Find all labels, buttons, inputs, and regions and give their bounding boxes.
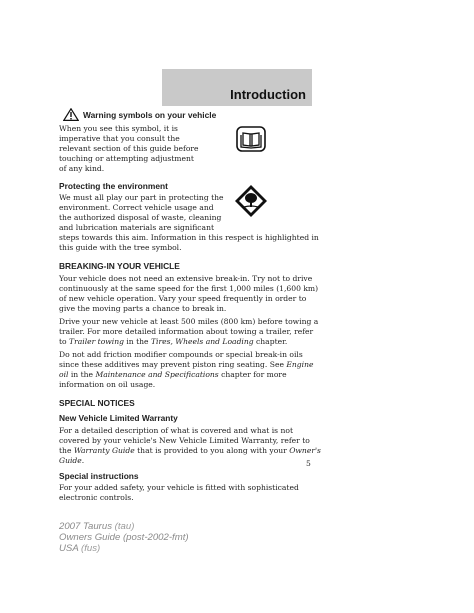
- maintenance-specifications-ref: Maintenance and Specifications: [95, 370, 219, 379]
- text: For a detailed description of what is covered and what is not covered by your vehicle's New Vehicle Limited Warranty, refer to the: [59, 426, 310, 455]
- warranty-body: [59, 426, 321, 466]
- environment-body: We must all play our part in protecting the environment. Correct vehicle usage and the authorized disposal of waste, cleaning and lubrication materials are significant: [59, 193, 224, 232]
- special-instructions-body: For your added safety, your vehicle is fitted with sophisticated electronic controls.: [59, 483, 299, 502]
- model-year: 2007 Taurus: [59, 521, 112, 532]
- warranty-heading: New Vehicle Limited Warranty: [59, 413, 178, 423]
- page-number: 5: [306, 459, 311, 468]
- content: [59, 108, 321, 503]
- text: in the: [123, 337, 151, 346]
- environment-body-continued: steps towards this aim. Information in this respect is highlighted in this guide with the tree symbol.: [59, 233, 319, 252]
- owners-guide-ref: Owner's Guide: [59, 446, 321, 465]
- tree-environment-icon: [234, 184, 268, 222]
- market: USA: [59, 543, 79, 554]
- trailer-towing-ref: Trailer towing: [69, 337, 124, 346]
- footer-line-1: [59, 521, 189, 532]
- text: Drive your new vehicle at least 500 miles (800 km) before towing a trailer. For more detailed information about towing a trailer, refer to: [59, 317, 319, 346]
- breaking-in-paragraph-2: [59, 317, 321, 347]
- breaking-in-paragraph-3: [59, 350, 321, 390]
- text: chapter.: [253, 337, 288, 346]
- footer-line-2: Owners Guide (post-2002-fmt): [59, 532, 189, 543]
- special-notices-heading: SPECIAL NOTICES: [59, 398, 135, 408]
- text: in the: [68, 370, 96, 379]
- environment-heading: Protecting the environment: [59, 181, 168, 191]
- page-title: Introduction: [230, 87, 306, 102]
- breaking-in-heading: BREAKING-IN YOUR VEHICLE: [59, 261, 180, 271]
- engine-oil-ref: Engine oil: [59, 360, 314, 379]
- text: that is provided to you along with your: [134, 446, 290, 455]
- tires-wheels-loading-ref: Tires, Wheels and Loading: [150, 337, 254, 346]
- footer-line-3: [59, 543, 189, 554]
- header-bar: [162, 69, 312, 106]
- warning-triangle-icon: [63, 108, 79, 121]
- breaking-in-paragraph-1: Your vehicle does not need an extensive break-in. Try not to drive continuously at the same speed for the first 1,000 miles (1,600 km) of new vehicle operation. Vary your speed frequently in order to give the moving parts a chance to break in.: [59, 274, 319, 313]
- warning-heading-row: [63, 108, 321, 121]
- warning-body: When you see this symbol, it is imperative that you consult the relevant section of this guide before touching or attempting adjustment of any kind.: [59, 124, 199, 173]
- text: .: [81, 456, 85, 465]
- warning-heading: Warning symbols on your vehicle: [83, 109, 217, 120]
- warranty-guide-ref: Warranty Guide: [73, 446, 135, 455]
- special-instructions-heading: Special instructions: [59, 471, 139, 481]
- text: chapter for more information on oil usage.: [59, 370, 287, 389]
- footer: [59, 521, 189, 554]
- model-code: (tau): [114, 521, 135, 532]
- text: Do not add friction modifier compounds or special break-in oils since these additives may prevent piston ring seating. See: [59, 350, 303, 369]
- market-code: (fus): [81, 543, 101, 554]
- owner-guide-book-icon: [236, 126, 266, 156]
